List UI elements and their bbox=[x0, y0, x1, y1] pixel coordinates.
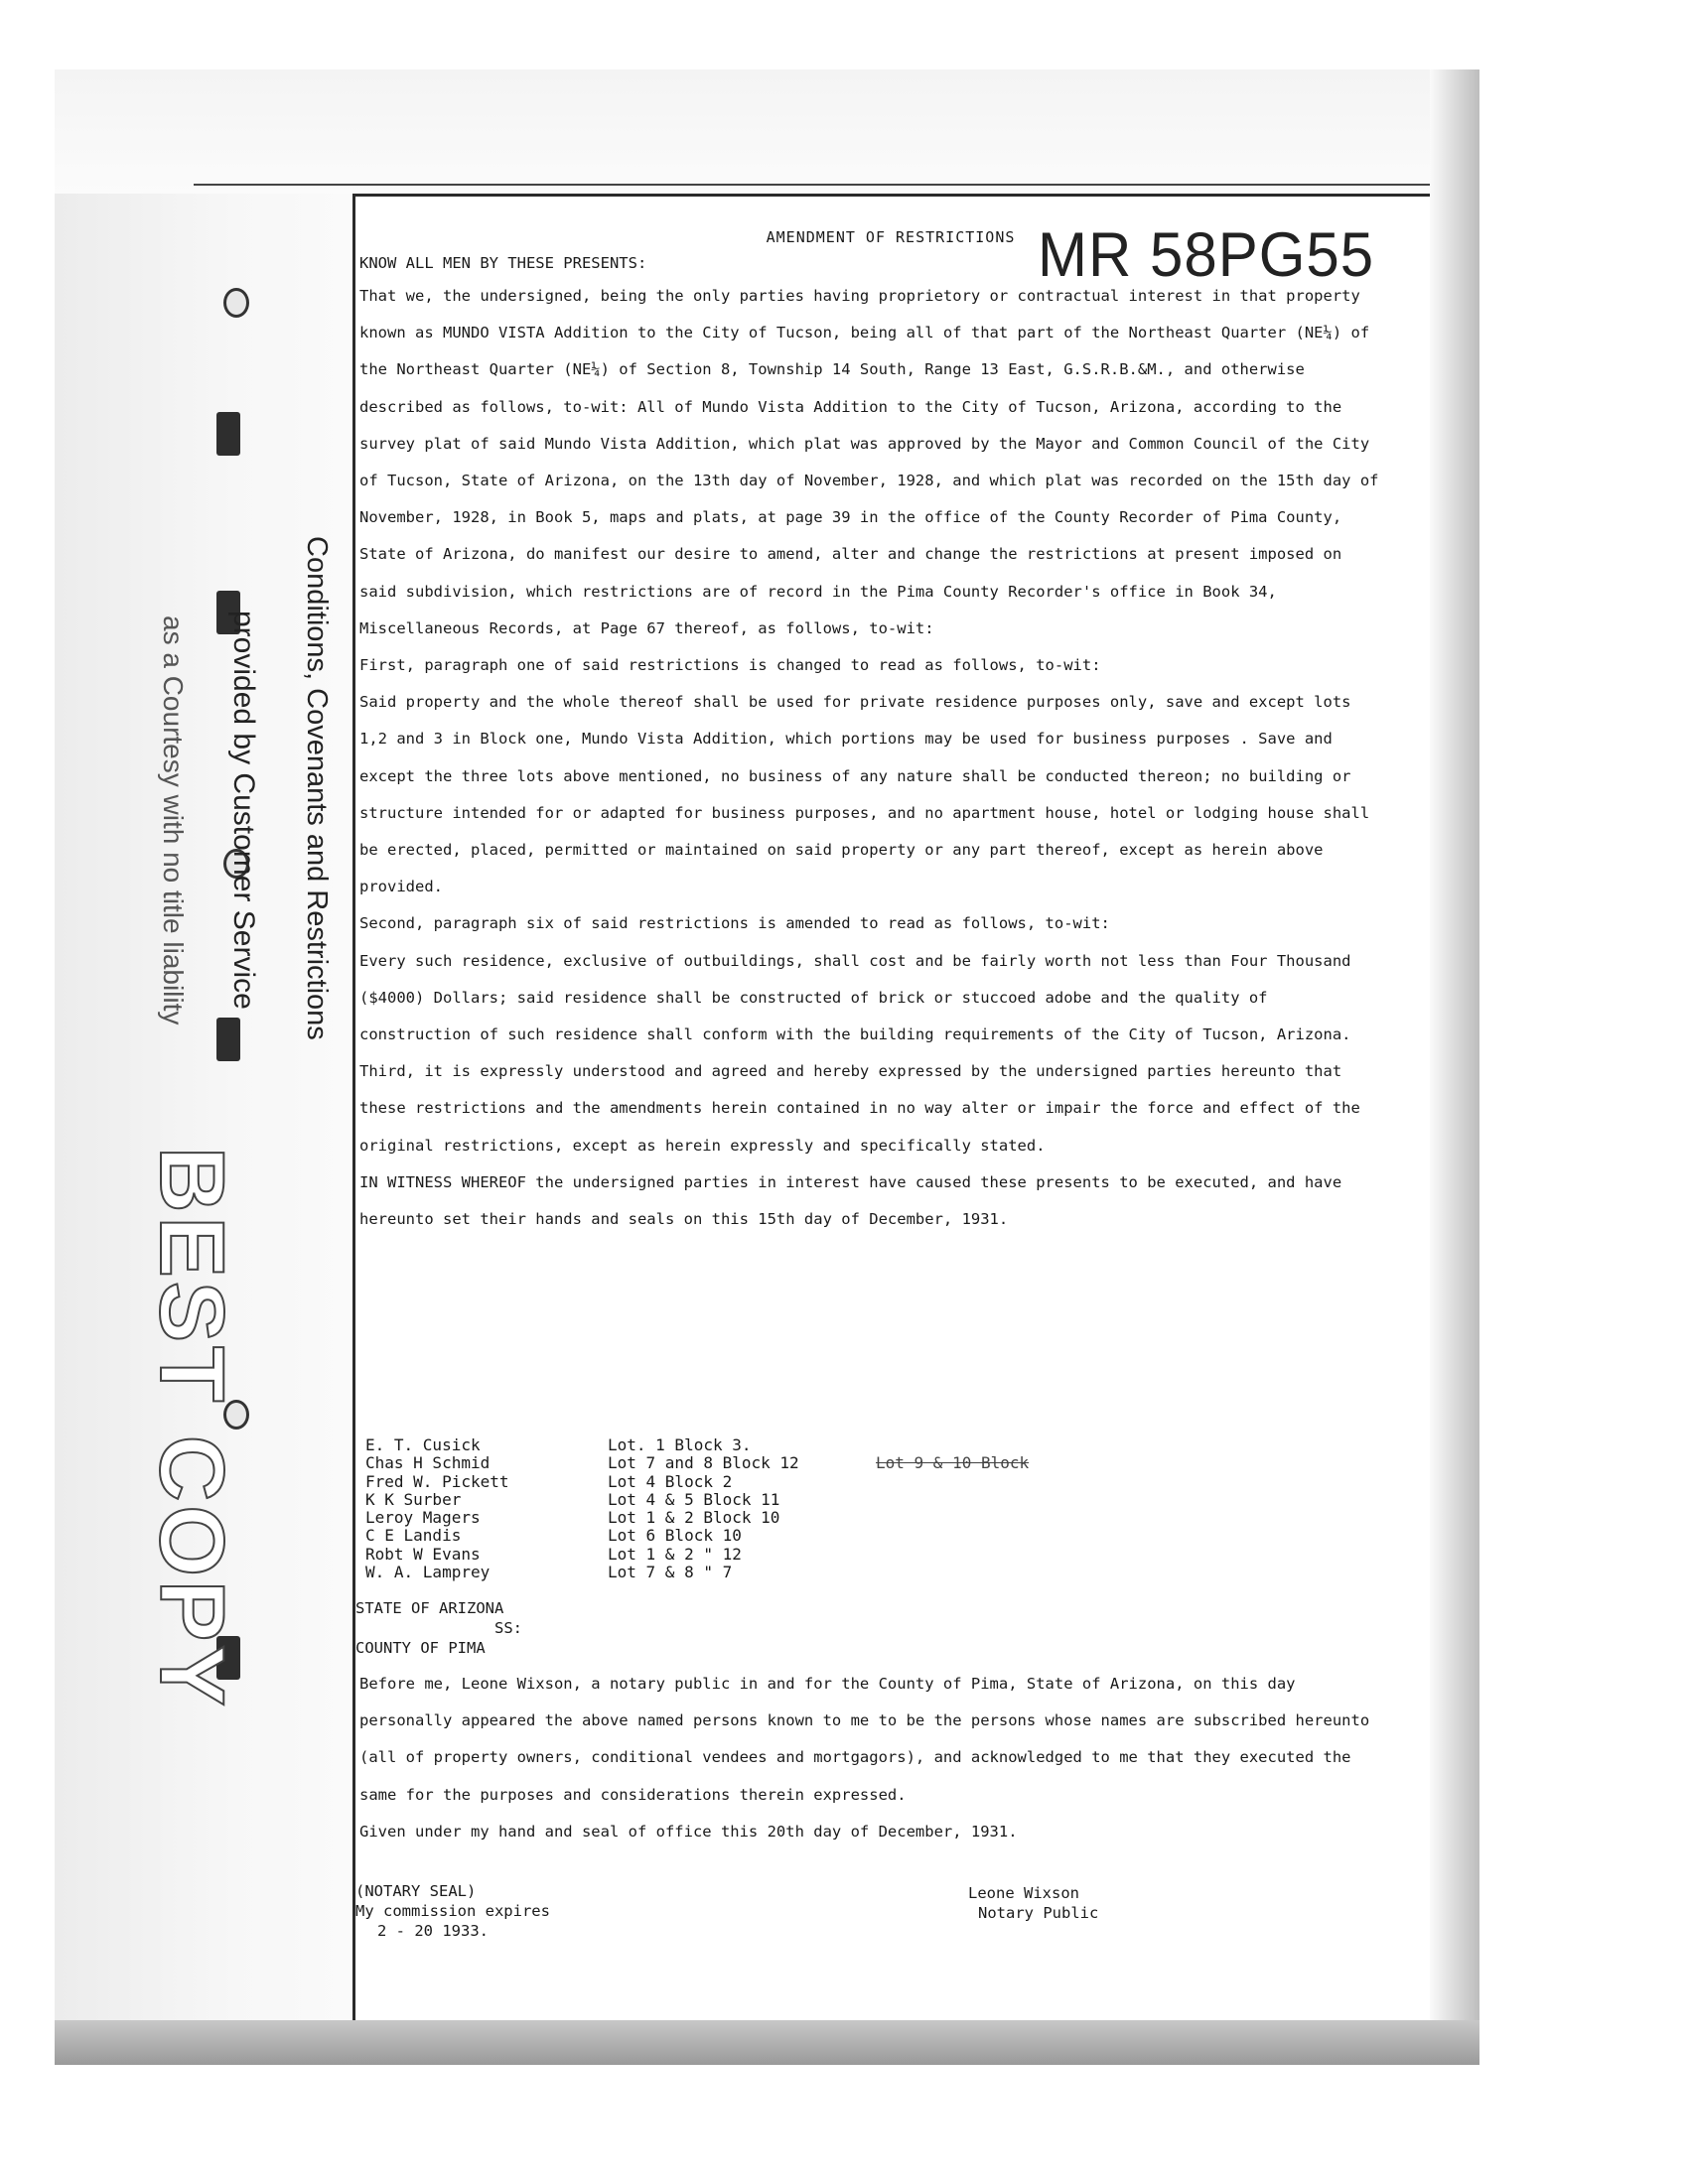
notary-given: Given under my hand and seal of office this 20th day of December, 1931. bbox=[359, 1822, 1018, 1841]
salutation: KNOW ALL MEN BY THESE PRESENTS: bbox=[359, 254, 647, 272]
signatory-list bbox=[365, 1436, 1029, 1581]
scan-header-band bbox=[55, 69, 1475, 197]
venue-county: COUNTY OF PIMA bbox=[355, 1639, 486, 1657]
signatory-lot: Lot 7 & 8 " 7 bbox=[608, 1563, 733, 1582]
list-item bbox=[365, 1454, 1029, 1472]
notary-paragraph: Before me, Leone Wixson, a notary public in and for the County of Pima, State of Arizona, on this day personally appeared the above named persons known to me to be the persons whose names are subscribed hereunto (all of property owners, conditional vendees and mortgagors), and acknowledged to me that they executed the same for the purposes and considerations therein expressed. bbox=[359, 1675, 1370, 1804]
document-title: AMENDMENT OF RESTRICTIONS bbox=[766, 228, 1016, 246]
signatory-name: Chas H Schmid bbox=[365, 1453, 491, 1473]
list-item bbox=[365, 1473, 1029, 1491]
scan-right-edge bbox=[1430, 69, 1479, 2055]
signatory-lot: Lot 4 Block 2 bbox=[608, 1471, 733, 1491]
paragraph-intro: That we, the undersigned, being the only parties having proprietory or contractual interest in that property known as MUNDO VISTA Addition to the City of Tucson, being all of that part of the Northeast Quarter (NE¼) of the Northeast Quarter (NE¼) of Section 8, Township 14 South, Range 13 East, G.S.R.B.&M., and otherwise described as follows, to-wit: All of Mundo Vista Addition to the City of Tucson, Arizona, according to the survey plat of said Mundo Vista Addition, which plat was approved by the Mayor and Common Council of the City of Tucson, State of Arizona, on the 13th day of November, 1928, and which plat was recorded on the 15th day of November, 1928, in Book 5, maps and plats, at page 39 in the office of the County Recorder of Pima County, State of Arizona, do manifest our desire to amend, alter and change the restrictions at present imposed on said subdivision, which restrictions are of record in the Pima County Recorder's office in Book 34, Miscellaneous Records, at Page 67 thereof, as follows, to-wit: bbox=[359, 287, 1379, 637]
stamp-courtesy: as a Courtesy with no title liability bbox=[158, 615, 189, 1025]
list-item bbox=[365, 1509, 1029, 1527]
notary-role: Notary Public bbox=[978, 1904, 1099, 1922]
commission-label: My commission expires bbox=[355, 1902, 550, 1920]
binder-tab bbox=[216, 412, 240, 456]
stamp-best-copy: BEST COPY bbox=[141, 1147, 242, 1710]
signatory-name: Fred W. Pickett bbox=[365, 1471, 509, 1491]
signatory-lot: Lot 4 & 5 Block 11 bbox=[608, 1489, 780, 1509]
paragraph-second-body: Every such residence, exclusive of outbuildings, shall cost and be fairly worth not less than Four Thousand ($4000) Dollars; said residence shall be constructed of brick or stuccoed adobe and the quality of construction of such residence shall conform with the building requirements of the City of Tucson, Arizona. bbox=[359, 951, 1351, 1044]
signatory-lot: Lot 7 and 8 Block 12 bbox=[608, 1453, 799, 1473]
list-item bbox=[365, 1436, 1029, 1454]
paragraph-third: Third, it is expressly understood and agreed and hereby expressed by the undersigned parties hereunto that these restrictions and the amendments herein contained in no way alter or impair the force and effect of the original restrictions, except as herein expressly and specifically stated. bbox=[359, 1062, 1360, 1155]
document-body bbox=[359, 226, 1382, 1238]
paragraph-first-body: Said property and the whole thereof shall be used for private residence purposes only, save and except lots 1,2 and 3 in Block one, Mundo Vista Addition, which portions may be used for business purposes . Save and except the three lots above mentioned, no business of any nature shall be conducted thereon; no building or structure intended for or adapted for business purposes, and no apartment house, hotel or lodging house shall be erected, placed, permitted or maintained on said property or any part thereof, except as herein above provided. bbox=[359, 693, 1370, 896]
binder-tab bbox=[216, 1018, 240, 1061]
list-item bbox=[365, 1564, 1029, 1581]
notary-seal: (NOTARY SEAL) bbox=[355, 1882, 477, 1900]
signatory-lot: Lot. 1 Block 3. bbox=[608, 1435, 752, 1454]
left-margin-strip bbox=[55, 194, 352, 2020]
paragraph-first-heading: First, paragraph one of said restrictions is changed to read as follows, to-wit: bbox=[359, 656, 1101, 675]
notary-name: Leone Wixson bbox=[968, 1884, 1079, 1902]
stamp-conditions: Conditions, Covenants and Restrictions bbox=[301, 536, 333, 1040]
signatory-name: Robt W Evans bbox=[365, 1544, 481, 1564]
list-item bbox=[365, 1546, 1029, 1564]
signatory-lot: Lot 1 & 2 " 12 bbox=[608, 1544, 742, 1564]
struck-lot: Lot 9 & 10 Block bbox=[876, 1453, 1030, 1473]
notary-signature-block bbox=[968, 1883, 1098, 1923]
signatory-name: E. T. Cusick bbox=[365, 1435, 481, 1454]
signatory-lot: Lot 6 Block 10 bbox=[608, 1526, 742, 1546]
punch-hole bbox=[223, 288, 249, 318]
notary-acknowledgement bbox=[359, 1666, 1382, 1850]
signatory-lot: Lot 1 & 2 Block 10 bbox=[608, 1508, 780, 1528]
list-item bbox=[365, 1491, 1029, 1509]
list-item bbox=[365, 1527, 1029, 1545]
scan-bottom-edge bbox=[55, 2020, 1479, 2065]
signatory-name: Leroy Magers bbox=[365, 1508, 481, 1528]
paragraph-witness: IN WITNESS WHEREOF the undersigned parties in interest have caused these presents to be executed, and have hereunto set their hands and seals on this 15th day of December, 1931. bbox=[359, 1172, 1342, 1229]
margin-rule bbox=[352, 194, 355, 2020]
document-reference: MR 58PG55 bbox=[1038, 219, 1375, 290]
commission-expiry: 2 - 20 1933. bbox=[377, 1922, 489, 1940]
venue-block bbox=[355, 1598, 522, 1658]
notary-seal-block bbox=[355, 1881, 550, 1941]
paragraph-second-heading: Second, paragraph six of said restrictions is amended to read as follows, to-wit: bbox=[359, 914, 1110, 933]
venue-state: STATE OF ARIZONA bbox=[355, 1599, 504, 1617]
signatory-name: C E Landis bbox=[365, 1526, 462, 1546]
signatory-name: K K Surber bbox=[365, 1489, 462, 1509]
venue-ss: SS: bbox=[494, 1619, 522, 1637]
signatory-name: W. A. Lamprey bbox=[365, 1563, 491, 1582]
stamp-customer-service: provided by Customer Service bbox=[227, 611, 260, 1010]
